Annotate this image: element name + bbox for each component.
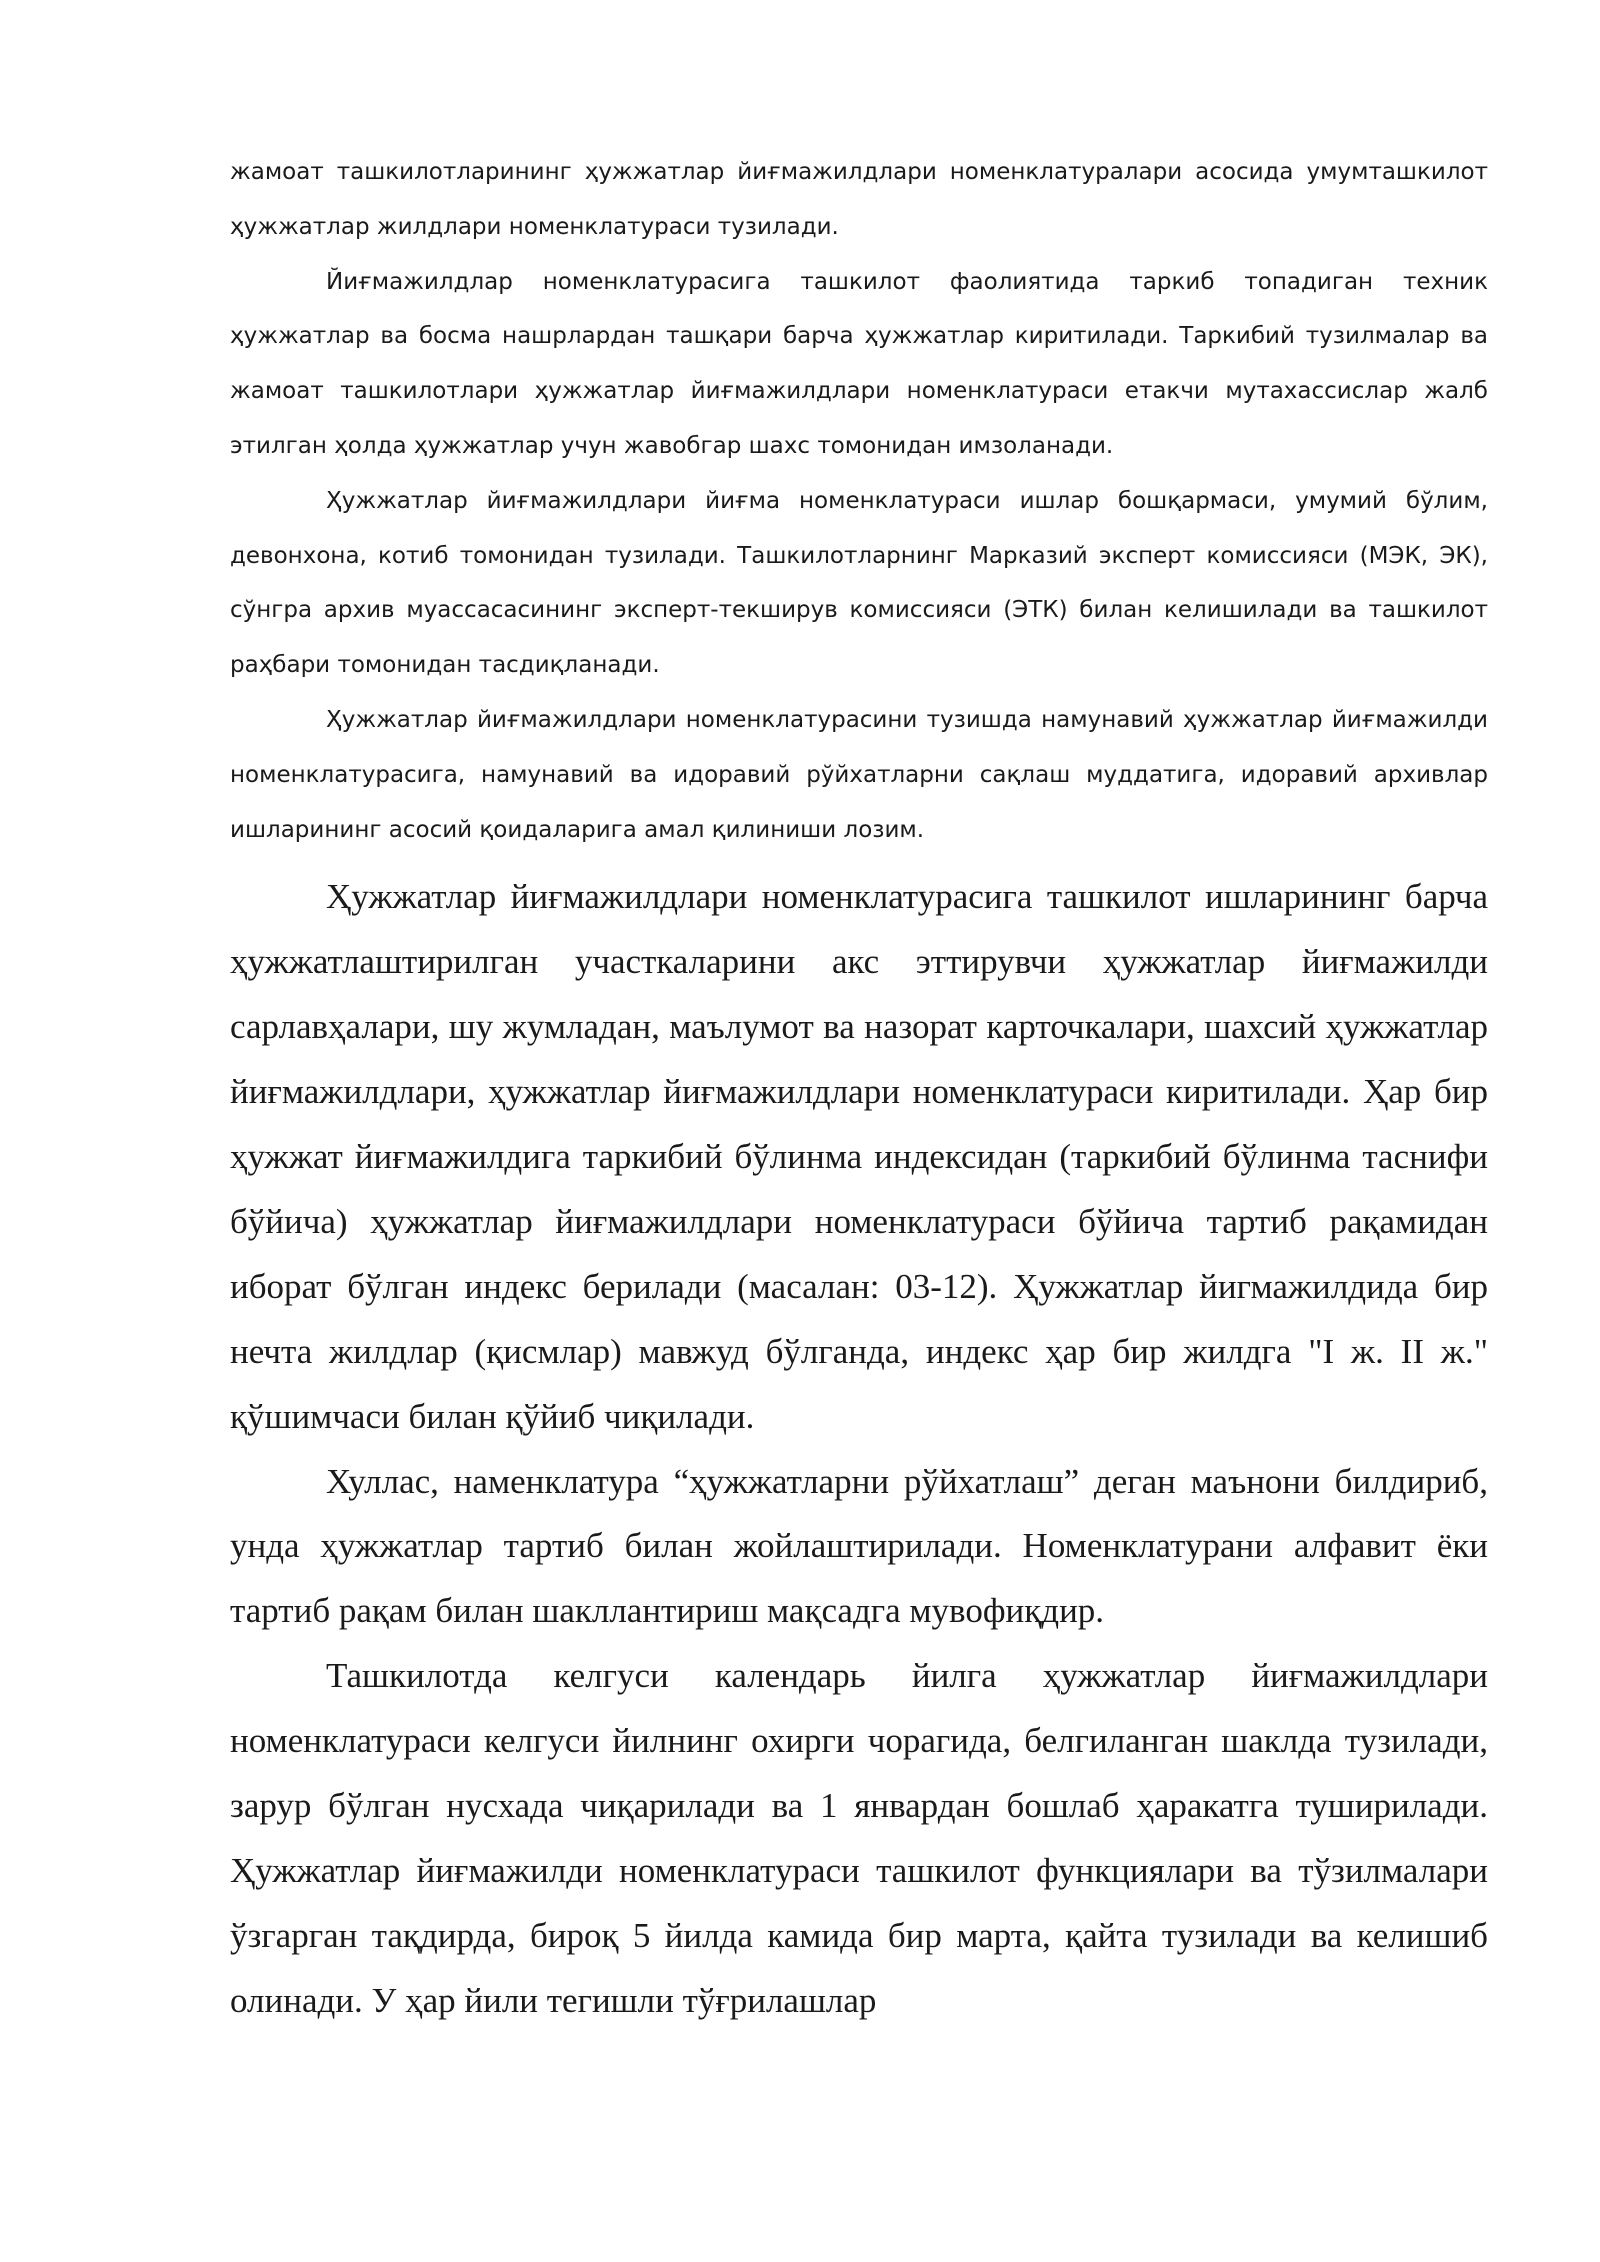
paragraph-continuation: жамоат ташкилотларининг ҳужжатлар йиғмажилдлари номенклатуралари асосида умумташкилот ҳужжатлар жилдлари номенклатураси тузилади. bbox=[230, 159, 1488, 240]
paragraph-annual-nomenclature: Ташкилотда келгуси календарь йилга ҳужжатлар йиғмажилдлари номенклатураси келгуси йилнинг охирги чорагида, белгиланган шаклда тузилади, зарур бўлган нусхада чиқарилади ва 1 январдан бошлаб ҳаракатга туширилади. Ҳужжатлар йиғмажилди номенклатураси ташкилот функциялари ва тўзилмалари ўзгарган тақдирда, бироқ 5 йилда камида бир марта, қайта тузилади ва келишиб олинади. У ҳар йили тегишли тўғрилашлар bbox=[230, 1656, 1488, 2020]
paragraph-compilation-rules: Ҳужжатлар йиғмажилдлари номенклатурасини тузишда намунавий ҳужжатлар йиғмажилди номенклатурасига, намунавий ва идоравий рўйхатларни сақлаш муддатига, идоравий архивлар ишларининг асосий қоидаларига амал қилиниши лозим. bbox=[230, 706, 1488, 843]
paragraph-nomenclature-scope: Йиғмажилдлар номенклатурасига ташкилот фаолиятида таркиб топадиган техник ҳужжатлар ва босма нашрлардан ташқари барча ҳужжатлар киритилади. Таркибий тузилмалар ва жамоат ташкилотлари ҳужжатлар йиғмажилдлари номенклатураси етакчи мутахассислар жалб этилган ҳолда ҳужжатлар учун жавобгар шахс томонидан имзоланади. bbox=[230, 268, 1488, 459]
page-body bbox=[230, 145, 1488, 2034]
paragraph-file-titles-index: Ҳужжатлар йиғмажилдлари номенклатурасига ташкилот ишларининг барча ҳужжатлаштирилган участкаларини акс эттирувчи ҳужжатлар йиғмажилди сарлавҳалари, шу жумладан, маълумот ва назорат карточкалари, шахсий ҳужжатлар йиғмажилдлари, ҳужжатлар йиғмажилдлари номенклатураси киритилади. Ҳар бир ҳужжат йиғмажилдига таркибий бўлинма индексидан (таркибий бўлинма таснифи бўйича) ҳужжатлар йиғмажилдлари номенклатураси бўйича тартиб рақамидан иборат бўлган индекс берилади (масалан: 03-12). Ҳужжатлар йигмажилдида бир нечта жилдлар (қисмлар) мавжуд бўлганда, индекс ҳар бир жилдга "I ж. II ж." қўшимчаси билан қўйиб чиқилади. bbox=[230, 877, 1488, 1436]
paragraph-consolidated-nomenclature: Ҳужжатлар йиғмажилдлари йиғма номенклатураси ишлар бошқармаси, умумий бўлим, девонхона, котиб томонидан тузилади. Ташкилотларнинг Марказий эксперт комиссияси (МЭК, ЭК), сўнгра архив муассасасининг эксперт-текширув комиссияси (ЭТК) билан келишилади ва ташкилот раҳбари томонидан тасдиқланади. bbox=[230, 487, 1488, 679]
paragraph-summary: Хуллас, наменклатура “ҳужжатларни рўйхатлаш” деган маънони билдириб, унда ҳужжатлар тартиб билан жойлаштирилади. Номенклатурани алфавит ёки тартиб рақам билан шакллантириш мақсадга мувофиқдир. bbox=[230, 1461, 1488, 1631]
